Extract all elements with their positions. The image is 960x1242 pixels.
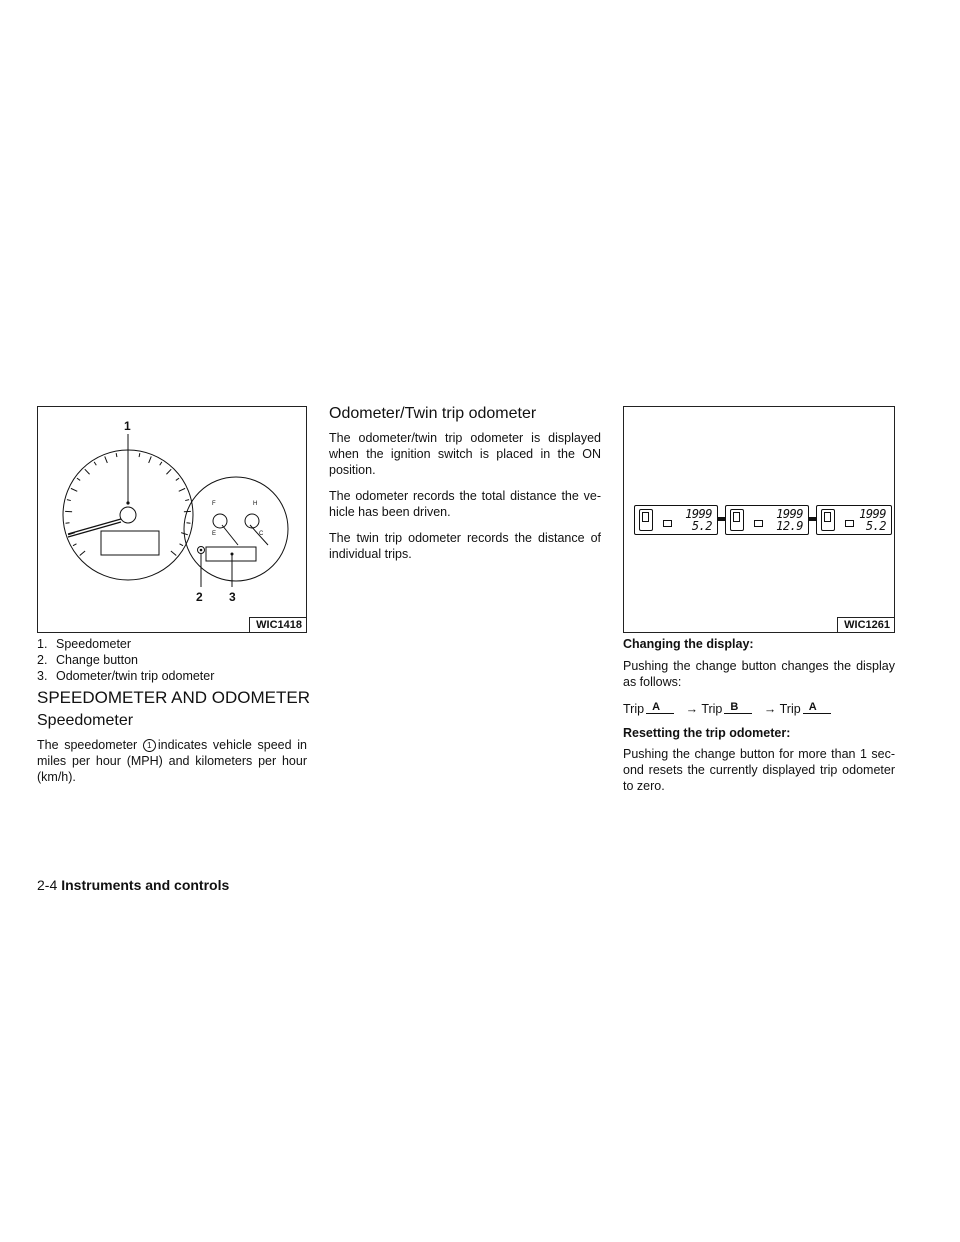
lcd-display [725,505,809,535]
trip-word: Trip [623,702,645,716]
legend-item [37,636,307,652]
lcd-bar-graph [639,509,653,531]
legend-item [37,652,307,668]
legend-list [37,636,307,684]
trip-b-badge: B [724,702,752,714]
lcd-trip-value: 12.9 [776,519,803,533]
lcd-display [634,505,718,535]
section-title: SPEEDOMETER AND ODOMETER [37,688,310,707]
callout-3: 3 [229,590,236,604]
speedometer-paragraph [37,737,307,785]
lcd-bar-graph [821,509,835,531]
instrument-cluster-illustration [38,407,306,632]
lcd-trip-value: 5.2 [865,519,886,533]
legend-label: Change button [56,653,139,667]
legend-num: 1. [37,637,48,651]
odometer-paragraph: The twin trip odometer records the distance of individual trips. [329,531,601,561]
legend-num: 2. [37,653,48,667]
resetting-text: Pushing the change button for more than 1 sec-ond resets the currently displayed trip odometer to zero. [623,747,895,793]
callout-circle-1: 1 [143,739,156,752]
lcd-odometer-value: 1999 [859,507,886,521]
changing-text: Pushing the change button changes the display as follows: [623,659,895,689]
legend-num: 3. [37,669,48,683]
trip-sequence [623,701,895,717]
figure-display-sequence [623,406,895,633]
chapter-title: Instruments and controls [61,877,230,893]
odometer-heading: Odometer/Twin trip odometer [329,405,537,422]
gauge-label-c: C [259,531,264,537]
lcd-odometer-value: 1999 [776,507,803,521]
speedometer-text-after: indicates vehicle speed in miles per hour (MPH) and kilometers per hour (km/h). [37,738,308,784]
lcd-bar-graph [730,509,744,531]
lcd-trip-value: 5.2 [691,519,712,533]
page-footer [37,877,229,895]
callout-2: 2 [196,590,203,604]
figure-instrument-cluster [37,406,307,633]
gauge-label-f: F [212,501,216,507]
changing-heading: Changing the display: [623,637,754,651]
lcd-trip-indicator [663,520,672,527]
odometer-body [329,430,601,572]
trip-word: Trip [701,702,723,716]
legend-item [37,668,307,684]
lcd-odometer-value: 1999 [685,507,712,521]
legend-label: Speedometer [56,637,132,651]
figure-code-right: WIC1261 [837,617,894,632]
arrow-glyph: → [763,702,777,716]
resetting-heading: Resetting the trip odometer: [623,726,791,740]
gauge-label-h: H [253,501,258,507]
odometer-paragraph: The odometer records the total distance the ve-hicle has been driven. [329,489,601,519]
odometer-paragraph: The odometer/twin trip odometer is displayed when the ignition switch is placed in the ON position. [329,431,601,477]
page-number: 2-4 [37,877,58,893]
trip-a-badge: A [646,702,674,714]
lcd-trip-indicator [754,520,763,527]
legend-label: Odometer/twin trip odometer [56,669,215,683]
lcd-trip-indicator [845,520,854,527]
trip-a-badge: A [803,702,831,714]
figure-code-left: WIC1418 [249,617,306,632]
speedometer-text-before: The speedometer [37,738,138,752]
gauge-label-e: E [212,531,217,537]
lcd-display [816,505,892,535]
callout-1: 1 [124,419,131,433]
arrow-glyph: → [685,702,699,716]
trip-word: Trip [779,702,801,716]
speedometer-heading: Speedometer [37,712,134,729]
